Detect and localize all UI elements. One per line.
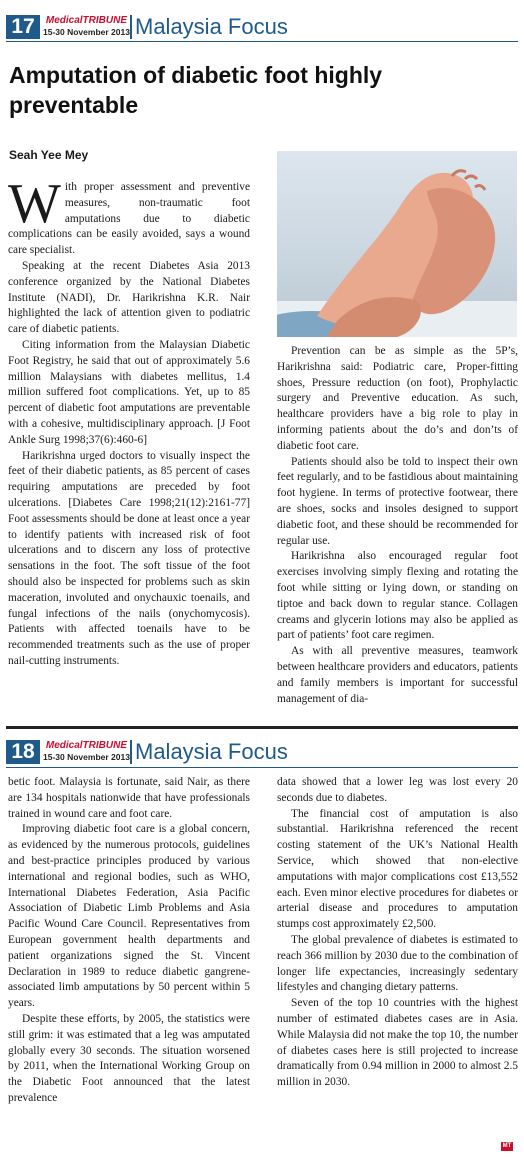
paragraph: The financial cost of amputation is also substantial. Harikrishna referenced the recent costing statement of the UK’s National Health Service, which showed that non-elective amputations with major complications cost £13,552 each. Even minor elective procedures for diabetes or arterial disease and procedures to amputation stumps cost approximately £2,500. [277,807,518,931]
paragraph: The global prevalence of diabetes is estimated to reach 366 million by 2030 due to the combination of longer life expectancies, increasingly sedentary lifestyles and changing dietary patterns. [277,933,518,994]
medical-tribune-logo: MedicalTRIBUNE [45,740,127,751]
paragraph: Harikrishna urged doctors to visually inspect the feet of their diabetic patients, as 85 percent of cases requiring amputations are preceded by foot ulcerations. [Diabetes Care 1998;21(12):2161-77] Foot assessments should be done at least once a year to identify patients with increased risk of foot ulcerations and to discern any loss of protective sensations in the foot. The soft tissue of the foot should also be inspected for problems such as skin maceration, involuted and onychauxic toenails, and fungal infections of the nails (onychomycosis). Patients with affected toenails have to be recommended treatments such as the use of proper nail-cutting instruments. [8,449,250,667]
foot-illustration [277,151,517,337]
end-of-article-badge: MT [502,1143,512,1149]
page-number: 17 [6,15,40,39]
page1-right-column [277,344,518,707]
header-rule [6,767,518,768]
medical-tribune-logo: MedicalTRIBUNE [45,15,127,26]
section-title: Malaysia Focus [135,14,288,39]
page2-right-column [277,775,518,1091]
header-divider [130,740,132,764]
page-header-18 [6,740,518,764]
paragraph: data showed that a lower leg was lost every 20 seconds due to diabetes. [277,776,518,804]
page-number: 18 [6,740,40,764]
paragraph: Harikrishna also encouraged regular foot exercises involving simply flexing and rotating the foot while sitting or lying down, or standing on tiptoe and back down to regular stance. Collagen creams and glycerin lotions may also be applied as part of patients’ foot care regimen. [277,550,518,642]
issue-date: 15-30 November 2013 [43,752,130,762]
paragraph: Improving diabetic foot care is a global concern, as evidenced by the numerous protocols, guidelines and best-practice principles produced by various international and regional bodies, such as WHO, International Diabetes Federation, Asia Pacific Association of Diabetic Limb Problems and Asia Pacific Wound Care Council. Representatives from European government health departments and patient organizations signed the St. Vincent Declaration in 1989 to reduce diabetic gangrene-associated limb amputations by 50 percent within 5 years. [8,823,250,1010]
drop-cap: W [8,173,61,235]
article-headline: Amputation of diabetic foot highly preventable [9,62,383,118]
paragraph: Citing information from the Malaysian Diabetic Foot Registry, he said that out of approximately 5.6 million Malaysians with diabetes mellitus, 1.4 million suffered foot complications. Yet, up to 85 percent of diabetic foot amputations are preventable with a cohesive, multidisciplinary approach. [J Foot Ankle Surg 1998;37(6):460-6] [8,338,250,446]
publication-brand [43,740,130,763]
section-title: Malaysia Focus [135,739,288,764]
header-rule [6,41,518,42]
foot-massage-photo [277,151,517,337]
byline: Seah Yee Mey [9,148,89,162]
paragraph: Prevention can be as simple as the 5P’s, Harikrishna said: Podiatric care, Proper-fitting shoes, Pressure reduction (on foot), Prophylactic surgery and Preventive education. As such, healthcare providers have a big role to play in informing patients about the do’s and don’ts of diabetic foot care. [277,345,518,452]
paragraph: betic foot. Malaysia is fortunate, said Nair, as there are 134 hospitals nationwide that have professionals trained in wound care and foot care. [8,776,250,820]
page2-left-column [8,775,250,1107]
header-divider [130,15,132,39]
page1-left-column [8,173,250,670]
paragraph: Seven of the top 10 countries with the highest number of estimated diabetes cases are in Asia. While Malaysia did not make the top 10, the number of diabetes cases here is still projected to increase dramatically from 0.94 million in 2000 to almost 2.5 million in 2030. [277,997,518,1089]
paragraph: Patients should also be told to inspect their own feet regularly, and to be fastidious about maintaining foot hygiene. In terms of protective footwear, there are shoes, socks and insoles designed to support diabetic foot, and these should be recommended for regular use. [277,455,518,547]
paragraph: As with all preventive measures, teamwork between healthcare providers and educators, patients and family members is important for successful management of dia- [277,645,518,705]
paragraph: Speaking at the recent Diabetes Asia 2013 conference organized by the National Diabetes Institute (NADI), Dr. Harikrishna K.R. Nair highlighted the lack of attention given to podiatric care of diabetic patients. [8,259,250,336]
page-divider [6,726,518,729]
publication-brand [43,15,130,38]
lead-paragraph: With proper assessment and preventive measures, non-traumatic foot amputations due to diabetic complications can be easily avoided, says a wound care specialist. [8,173,250,257]
page-header-17 [6,15,518,39]
paragraph: Despite these efforts, by 2005, the statistics were still grim: it was estimated that a leg was amputated globally every 30 seconds. The situation worsened by 2011, when the International Working Group on the Diabetic Foot announced that the latest prevalence [8,1012,250,1104]
issue-date: 15-30 November 2013 [43,27,130,37]
